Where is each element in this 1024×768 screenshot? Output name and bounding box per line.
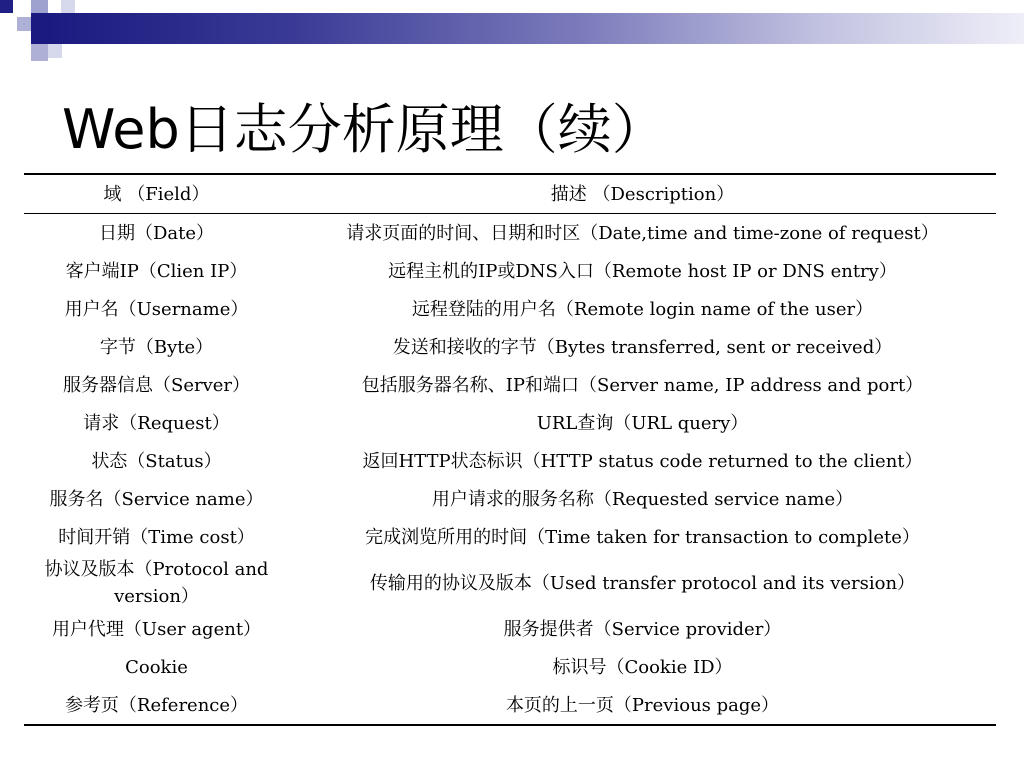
description-cell: 请求页面的时间、日期和时区（Date,time and time-zone of request） — [346, 222, 939, 244]
table-row — [24, 518, 996, 556]
field-cell: 字节（Byte） — [99, 336, 214, 358]
field-cell: 客户端IP（Clien IP） — [65, 260, 248, 282]
decorative-square — [48, 44, 62, 58]
table-row — [24, 214, 996, 253]
table-row — [24, 290, 996, 328]
table-row — [24, 610, 996, 648]
field-cell: Cookie — [125, 656, 188, 678]
field-cell: 请求（Request） — [83, 412, 230, 434]
decorative-square — [17, 17, 31, 31]
table-header-row — [24, 174, 996, 214]
description-cell: 包括服务器名称、IP和端口（Server name, IP address and port） — [361, 374, 924, 396]
table-row — [24, 556, 996, 610]
field-cell: 服务名（Service name） — [49, 488, 264, 510]
table-row — [24, 404, 996, 442]
header-gradient-band — [48, 13, 1024, 44]
column-header-field: 域 （Field） — [103, 183, 210, 205]
description-cell: 本页的上一页（Previous page） — [505, 694, 780, 716]
field-cell: 用户名（Username） — [64, 298, 249, 320]
table-row — [24, 480, 996, 518]
field-cell: 参考页（Reference） — [64, 694, 249, 716]
decorative-square — [0, 0, 13, 13]
column-header-description: 描述 （Description） — [550, 183, 735, 205]
log-fields-table-container — [24, 173, 996, 726]
table-row — [24, 328, 996, 366]
slide-title: Web日志分析原理（续） — [62, 98, 666, 161]
description-cell: 标识号（Cookie ID） — [552, 656, 733, 678]
decorative-square — [31, 0, 48, 13]
field-cell: 状态（Status） — [91, 450, 222, 472]
table-row — [24, 686, 996, 725]
decorative-square — [61, 0, 75, 13]
decorative-square — [31, 13, 48, 44]
description-cell: 传输用的协议及版本（Used transfer protocol and its version） — [369, 572, 916, 594]
table-row — [24, 252, 996, 290]
description-cell: 远程主机的IP或DNS入口（Remote host IP or DNS entry） — [388, 260, 897, 282]
log-fields-table — [24, 173, 996, 726]
description-cell: 用户请求的服务名称（Requested service name） — [431, 488, 854, 510]
table-row — [24, 366, 996, 404]
description-cell: 发送和接收的字节（Bytes transferred, sent or received） — [392, 336, 893, 358]
field-cell: 日期（Date） — [98, 222, 215, 244]
field-cell: 用户代理（User agent） — [51, 618, 262, 640]
description-cell: 完成浏览所用的时间（Time taken for transaction to complete） — [365, 526, 920, 548]
field-cell: 协议及版本（Protocol and version） — [44, 559, 269, 607]
field-cell: 时间开销（Time cost） — [58, 526, 255, 548]
description-cell: URL查询（URL query） — [536, 412, 749, 434]
table-row — [24, 442, 996, 480]
description-cell: 返回HTTP状态标识（HTTP status code returned to the client） — [362, 450, 923, 472]
field-cell: 服务器信息（Server） — [62, 374, 250, 396]
decorative-square — [31, 44, 48, 61]
table-row — [24, 648, 996, 686]
description-cell: 服务提供者（Service provider） — [503, 618, 782, 640]
description-cell: 远程登陆的用户名（Remote login name of the user） — [411, 298, 874, 320]
